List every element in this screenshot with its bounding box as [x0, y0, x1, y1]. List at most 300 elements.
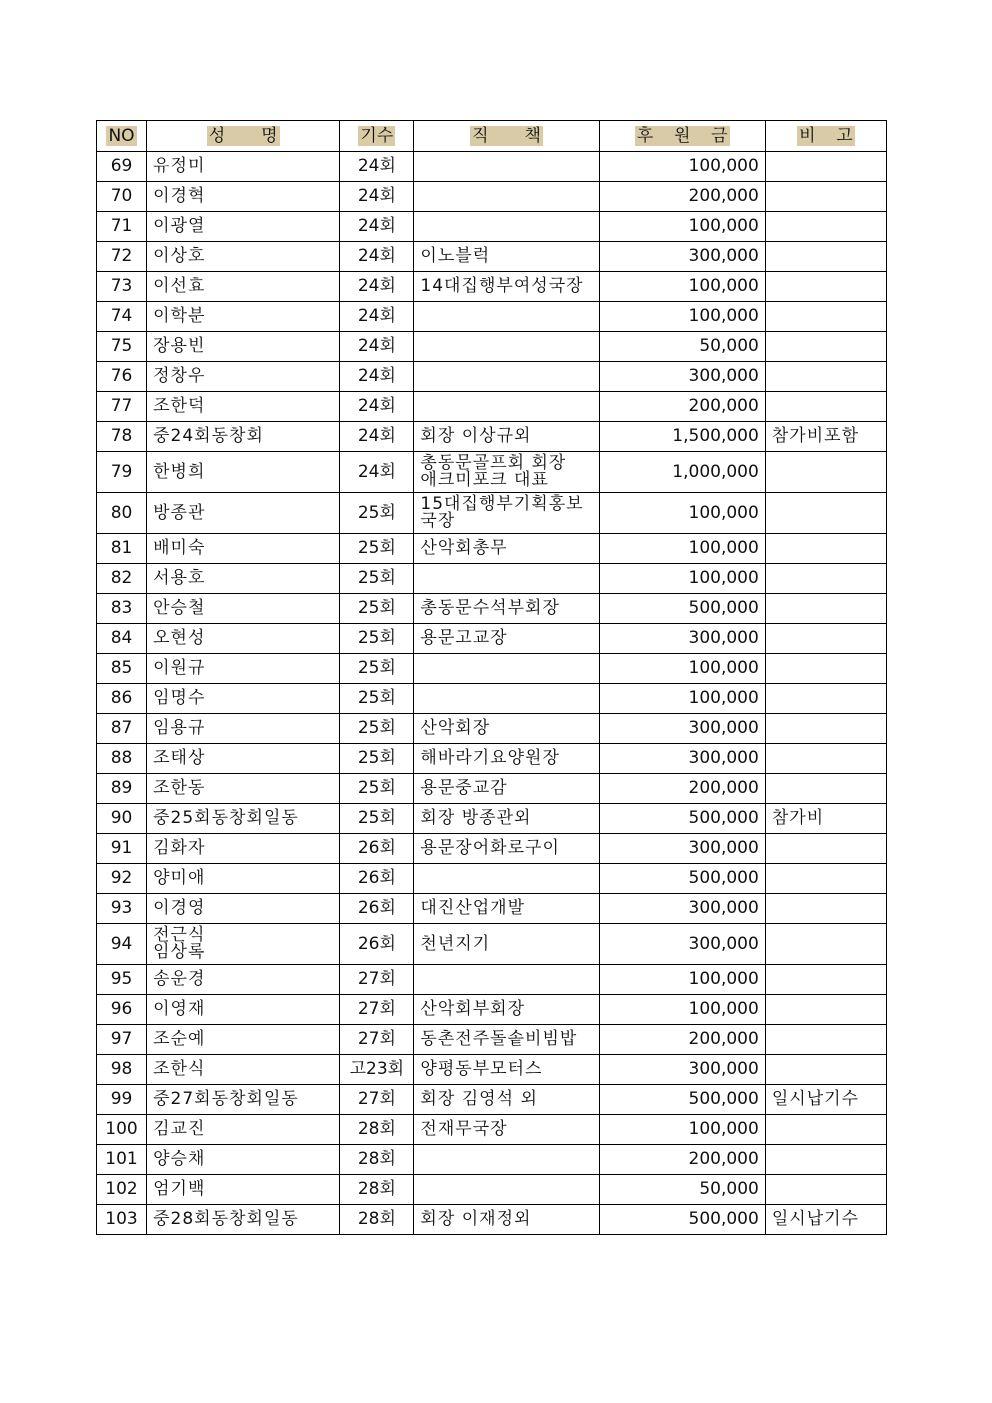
table-row — [97, 564, 887, 594]
cell-text: 69 — [110, 156, 133, 177]
cell-text: 500,000 — [688, 598, 759, 619]
cell-text: 27회 — [357, 969, 396, 990]
cell-text: 엄기백 — [153, 1179, 206, 1200]
cell-text: 조한식 — [153, 1059, 206, 1080]
cell-name — [147, 1205, 340, 1235]
cell-text: 회장 이재정외 — [420, 1209, 532, 1230]
cell-text: 80 — [110, 502, 133, 523]
cell-amount — [599, 332, 765, 362]
cell-no — [97, 714, 147, 744]
cell-text: 이원규 — [153, 658, 206, 679]
cell-text: 100,000 — [688, 999, 759, 1020]
cell-text: 24회 — [357, 216, 396, 237]
table-row — [97, 1145, 887, 1175]
cell-text: 28회 — [357, 1209, 396, 1230]
table-row — [97, 624, 887, 654]
cell-text: 방종관 — [153, 502, 206, 523]
cell-text: 회장 방종관외 — [420, 808, 532, 829]
cell-no — [97, 774, 147, 804]
cell-note — [765, 534, 886, 564]
cell-name — [147, 452, 340, 493]
table-row — [97, 894, 887, 924]
cell-text: 중27회동창회일동 — [153, 1089, 299, 1110]
cell-text: 일시납기수 — [771, 1209, 860, 1230]
cell-amount — [599, 1115, 765, 1145]
cell-text: 산악회장 — [420, 718, 491, 739]
cell-text: 25회 — [357, 808, 396, 829]
cell-text: 총동문수석부회장 — [420, 598, 560, 619]
cell-name — [147, 564, 340, 594]
cell-text: 500,000 — [688, 868, 759, 889]
cell-note — [765, 212, 886, 242]
cell-text: 해바라기요양원장 — [420, 748, 560, 769]
cell-text: 24회 — [357, 186, 396, 207]
cell-text: 14대집행부여성국장 — [420, 276, 584, 297]
table-row — [97, 212, 887, 242]
cell-note — [765, 834, 886, 864]
cell-position — [414, 774, 599, 804]
header-amount: 후 원 금 — [599, 121, 765, 152]
cell-text: 용문고교장 — [420, 628, 508, 649]
cell-text: 25회 — [357, 568, 396, 589]
cell-amount — [599, 392, 765, 422]
cell-position — [414, 362, 599, 392]
cell-text: 고23회 — [349, 1059, 405, 1080]
table-row — [97, 1055, 887, 1085]
cell-text: 89 — [110, 778, 133, 799]
table-row — [97, 242, 887, 272]
header-note: 비 고 — [765, 121, 886, 152]
cell-text: 임상록 — [153, 942, 206, 962]
table-row — [97, 302, 887, 332]
cell-generation — [340, 624, 414, 654]
cell-text: 96 — [110, 999, 133, 1020]
cell-text: 동촌전주돌솥비빔밥 — [420, 1029, 578, 1050]
table-row — [97, 864, 887, 894]
cell-note — [765, 894, 886, 924]
cell-generation — [340, 493, 414, 534]
cell-amount — [599, 774, 765, 804]
cell-text: 27회 — [357, 999, 396, 1020]
cell-text: 75 — [110, 336, 133, 357]
cell-generation — [340, 1175, 414, 1205]
cell-generation — [340, 302, 414, 332]
table-row — [97, 452, 887, 493]
cell-name — [147, 1025, 340, 1055]
cell-amount — [599, 924, 765, 965]
donor-list-sheet — [96, 120, 887, 1235]
cell-note — [765, 564, 886, 594]
cell-text: 101 — [105, 1149, 138, 1170]
cell-text: 25회 — [357, 538, 396, 559]
cell-text: 1,000,000 — [672, 461, 759, 482]
cell-note — [765, 422, 886, 452]
cell-text: 이선효 — [153, 276, 206, 297]
cell-amount — [599, 1145, 765, 1175]
cell-text: 300,000 — [688, 246, 759, 267]
cell-name — [147, 594, 340, 624]
cell-text: 26회 — [357, 868, 396, 889]
cell-text: 77 — [110, 396, 133, 417]
cell-text: 송운경 — [153, 969, 206, 990]
cell-text: 76 — [110, 366, 133, 387]
cell-generation — [340, 152, 414, 182]
table-row — [97, 744, 887, 774]
cell-amount — [599, 493, 765, 534]
cell-text: 조한덕 — [153, 396, 206, 417]
cell-note — [765, 182, 886, 212]
cell-generation — [340, 834, 414, 864]
cell-text: 500,000 — [688, 1209, 759, 1230]
cell-no — [97, 422, 147, 452]
cell-position — [414, 182, 599, 212]
cell-position — [414, 714, 599, 744]
cell-text: 99 — [110, 1089, 133, 1110]
cell-text: 애크미포크 대표 — [420, 470, 549, 490]
cell-name — [147, 834, 340, 864]
cell-text: 200,000 — [688, 1149, 759, 1170]
cell-generation — [340, 242, 414, 272]
cell-text: 24회 — [357, 366, 396, 387]
cell-text: 84 — [110, 628, 133, 649]
cell-no — [97, 182, 147, 212]
cell-text: 전재무국장 — [420, 1119, 508, 1140]
cell-position — [414, 493, 599, 534]
cell-text: 이경혁 — [153, 186, 206, 207]
cell-no — [97, 242, 147, 272]
table-row — [97, 654, 887, 684]
cell-text: 산악회총무 — [420, 538, 508, 559]
table-row — [97, 924, 887, 965]
cell-position — [414, 894, 599, 924]
cell-text: 24회 — [357, 426, 396, 447]
cell-amount — [599, 422, 765, 452]
cell-text: 산악회부회장 — [420, 999, 526, 1020]
cell-note — [765, 272, 886, 302]
cell-note — [765, 1115, 886, 1145]
cell-text: 회장 김영석 외 — [420, 1089, 538, 1110]
table-row — [97, 834, 887, 864]
cell-text: 27회 — [357, 1089, 396, 1110]
cell-text: 28회 — [357, 1149, 396, 1170]
cell-text: 한병희 — [153, 461, 206, 482]
cell-amount — [599, 1205, 765, 1235]
cell-text: 70 — [110, 186, 133, 207]
cell-name — [147, 1085, 340, 1115]
cell-position — [414, 392, 599, 422]
cell-generation — [340, 1025, 414, 1055]
cell-generation — [340, 182, 414, 212]
table-row — [97, 1205, 887, 1235]
cell-no — [97, 302, 147, 332]
cell-generation — [340, 684, 414, 714]
cell-generation — [340, 714, 414, 744]
table-row — [97, 774, 887, 804]
cell-amount — [599, 1175, 765, 1205]
cell-text: 전근식 — [153, 925, 206, 945]
cell-generation — [340, 1055, 414, 1085]
cell-text: 임용규 — [153, 718, 206, 739]
cell-amount — [599, 1085, 765, 1115]
cell-name — [147, 422, 340, 452]
cell-text: 임명수 — [153, 688, 206, 709]
cell-position — [414, 1025, 599, 1055]
cell-text: 24회 — [357, 306, 396, 327]
cell-no — [97, 1115, 147, 1145]
cell-no — [97, 995, 147, 1025]
cell-name — [147, 302, 340, 332]
cell-text: 100,000 — [688, 568, 759, 589]
cell-text: 총동문골프회 회장 — [420, 453, 567, 473]
cell-amount — [599, 272, 765, 302]
cell-generation — [340, 744, 414, 774]
cell-note — [765, 332, 886, 362]
cell-note — [765, 152, 886, 182]
cell-text: 95 — [110, 969, 133, 990]
cell-text: 일시납기수 — [771, 1089, 860, 1110]
cell-name — [147, 1055, 340, 1085]
cell-generation — [340, 564, 414, 594]
cell-no — [97, 534, 147, 564]
cell-no — [97, 272, 147, 302]
cell-amount — [599, 654, 765, 684]
cell-text: 15대집행부기획홍보 — [420, 494, 584, 514]
cell-name — [147, 152, 340, 182]
cell-text: 배미숙 — [153, 538, 206, 559]
cell-note — [765, 714, 886, 744]
cell-amount — [599, 965, 765, 995]
cell-text: 24회 — [357, 336, 396, 357]
cell-position — [414, 684, 599, 714]
cell-text: 71 — [110, 216, 133, 237]
cell-note — [765, 302, 886, 332]
cell-amount — [599, 152, 765, 182]
cell-name — [147, 242, 340, 272]
cell-text: 79 — [110, 461, 133, 482]
cell-position — [414, 564, 599, 594]
cell-position — [414, 1205, 599, 1235]
cell-no — [97, 864, 147, 894]
cell-text: 양승채 — [153, 1149, 206, 1170]
cell-note — [765, 1025, 886, 1055]
cell-note — [765, 1085, 886, 1115]
table-body — [97, 152, 887, 1235]
cell-generation — [340, 212, 414, 242]
cell-amount — [599, 804, 765, 834]
cell-text: 300,000 — [688, 628, 759, 649]
cell-text: 100,000 — [688, 538, 759, 559]
cell-text: 26회 — [357, 933, 396, 954]
cell-text: 28회 — [357, 1179, 396, 1200]
cell-name — [147, 332, 340, 362]
cell-generation — [340, 332, 414, 362]
cell-note — [765, 624, 886, 654]
cell-note — [765, 1145, 886, 1175]
cell-text: 100,000 — [688, 306, 759, 327]
cell-text: 27회 — [357, 1029, 396, 1050]
cell-note — [765, 1205, 886, 1235]
cell-text: 100,000 — [688, 276, 759, 297]
cell-note — [765, 493, 886, 534]
cell-name — [147, 362, 340, 392]
cell-position — [414, 965, 599, 995]
cell-text: 대진산업개발 — [420, 898, 526, 919]
cell-text: 50,000 — [699, 1179, 759, 1200]
table-row — [97, 1175, 887, 1205]
cell-no — [97, 362, 147, 392]
cell-note — [765, 452, 886, 493]
cell-text: 93 — [110, 898, 133, 919]
donor-table — [96, 120, 887, 1235]
cell-text: 26회 — [357, 898, 396, 919]
cell-text: 25회 — [357, 502, 396, 523]
cell-text: 중24회동창회 — [153, 426, 264, 447]
cell-text: 92 — [110, 868, 133, 889]
cell-text: 25회 — [357, 718, 396, 739]
cell-no — [97, 924, 147, 965]
cell-name — [147, 965, 340, 995]
cell-text: 국장 — [420, 511, 456, 531]
cell-text: 300,000 — [688, 838, 759, 859]
cell-name — [147, 864, 340, 894]
cell-note — [765, 392, 886, 422]
cell-text: 72 — [110, 246, 133, 267]
cell-name — [147, 654, 340, 684]
cell-text: 28회 — [357, 1119, 396, 1140]
cell-no — [97, 1085, 147, 1115]
cell-generation — [340, 1145, 414, 1175]
cell-generation — [340, 774, 414, 804]
cell-no — [97, 654, 147, 684]
cell-no — [97, 965, 147, 995]
cell-generation — [340, 864, 414, 894]
cell-text: 87 — [110, 718, 133, 739]
cell-amount — [599, 594, 765, 624]
cell-text: 24회 — [357, 246, 396, 267]
cell-generation — [340, 1205, 414, 1235]
cell-no — [97, 1025, 147, 1055]
cell-text: 200,000 — [688, 396, 759, 417]
cell-text: 이상호 — [153, 246, 206, 267]
cell-name — [147, 212, 340, 242]
cell-text: 100,000 — [688, 216, 759, 237]
cell-text: 정창우 — [153, 366, 206, 387]
cell-amount — [599, 182, 765, 212]
cell-note — [765, 654, 886, 684]
cell-no — [97, 212, 147, 242]
cell-position — [414, 1145, 599, 1175]
cell-position — [414, 242, 599, 272]
cell-text: 중28회동창회일동 — [153, 1209, 299, 1230]
cell-generation — [340, 995, 414, 1025]
cell-note — [765, 242, 886, 272]
cell-position — [414, 1055, 599, 1085]
cell-text: 100,000 — [688, 502, 759, 523]
cell-name — [147, 534, 340, 564]
cell-position — [414, 804, 599, 834]
header-no: NO — [97, 121, 147, 152]
cell-position — [414, 152, 599, 182]
cell-text: 74 — [110, 306, 133, 327]
table-row — [97, 182, 887, 212]
cell-text: 이광열 — [153, 216, 206, 237]
cell-text: 24회 — [357, 461, 396, 482]
cell-text: 73 — [110, 276, 133, 297]
cell-position — [414, 864, 599, 894]
cell-text: 300,000 — [688, 718, 759, 739]
table-row — [97, 272, 887, 302]
cell-note — [765, 744, 886, 774]
cell-text: 양평동부모터스 — [420, 1059, 543, 1080]
cell-amount — [599, 894, 765, 924]
cell-text: 300,000 — [688, 933, 759, 954]
cell-text: 100,000 — [688, 658, 759, 679]
cell-text: 200,000 — [688, 186, 759, 207]
cell-name — [147, 995, 340, 1025]
cell-text: 25회 — [357, 628, 396, 649]
cell-text: 24회 — [357, 396, 396, 417]
cell-text: 78 — [110, 426, 133, 447]
cell-text: 300,000 — [688, 366, 759, 387]
cell-text: 이노블럭 — [420, 246, 491, 267]
table-row — [97, 152, 887, 182]
cell-text: 86 — [110, 688, 133, 709]
cell-no — [97, 624, 147, 654]
cell-text: 1,500,000 — [672, 426, 759, 447]
cell-position — [414, 422, 599, 452]
cell-text: 300,000 — [688, 748, 759, 769]
cell-name — [147, 493, 340, 534]
cell-note — [765, 995, 886, 1025]
cell-text: 100,000 — [688, 688, 759, 709]
cell-no — [97, 1145, 147, 1175]
table-row — [97, 422, 887, 452]
table-row — [97, 714, 887, 744]
table-row — [97, 332, 887, 362]
table-row — [97, 684, 887, 714]
cell-position — [414, 302, 599, 332]
cell-amount — [599, 212, 765, 242]
cell-text: 81 — [110, 538, 133, 559]
cell-no — [97, 804, 147, 834]
cell-generation — [340, 534, 414, 564]
cell-amount — [599, 362, 765, 392]
cell-amount — [599, 624, 765, 654]
cell-text: 25회 — [357, 748, 396, 769]
cell-position — [414, 624, 599, 654]
table-row — [97, 965, 887, 995]
cell-position — [414, 452, 599, 493]
cell-position — [414, 995, 599, 1025]
cell-generation — [340, 804, 414, 834]
cell-text: 이영재 — [153, 999, 206, 1020]
cell-text: 김화자 — [153, 838, 206, 859]
cell-name — [147, 1175, 340, 1205]
cell-no — [97, 594, 147, 624]
cell-text: 25회 — [357, 778, 396, 799]
cell-amount — [599, 564, 765, 594]
cell-text: 25회 — [357, 658, 396, 679]
cell-text: 100,000 — [688, 156, 759, 177]
cell-text: 조순예 — [153, 1029, 206, 1050]
cell-text: 26회 — [357, 838, 396, 859]
cell-name — [147, 924, 340, 965]
cell-generation — [340, 894, 414, 924]
cell-position — [414, 594, 599, 624]
cell-text: 중25회동창회일동 — [153, 808, 299, 829]
cell-no — [97, 493, 147, 534]
cell-note — [765, 774, 886, 804]
